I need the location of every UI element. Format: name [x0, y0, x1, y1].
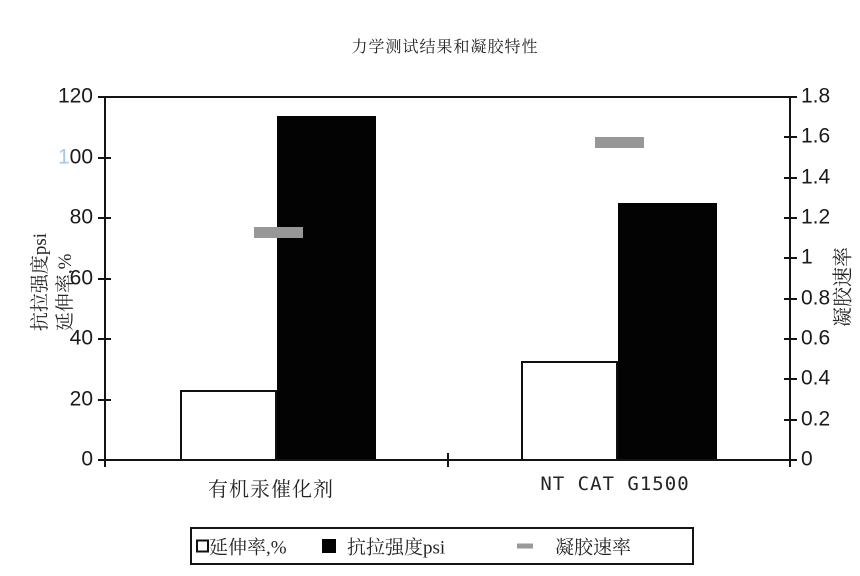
x-axis-tick-mark — [104, 453, 106, 467]
right-axis-tick-label: 1 — [801, 245, 813, 269]
left-axis-tick-label: 80 — [69, 205, 93, 229]
legend-label-elongation: 延伸率,% — [209, 537, 287, 559]
right-axis-tick-mark — [784, 257, 797, 259]
right-axis-tick-label: 1.4 — [801, 165, 831, 189]
right-axis-tick-mark — [784, 96, 797, 98]
left-axis-tick-mark — [98, 338, 111, 340]
right-axis-tick-mark — [784, 177, 797, 179]
chart-title: 力学测试结果和凝胶特性 — [351, 39, 539, 56]
left-axis-tick-label: 120 — [57, 84, 93, 108]
right-axis-tick-mark — [784, 419, 797, 421]
x-axis-tick-mark — [447, 453, 449, 467]
left-axis-tick-label: 40 — [69, 326, 93, 350]
right-axis-tick-mark — [784, 217, 797, 219]
right-axis-tick-label: 1.8 — [801, 84, 831, 108]
left-axis-tick-label: 100 — [57, 145, 93, 169]
left-axis-tick-mark — [98, 217, 111, 219]
x-axis-tick-mark — [789, 453, 791, 467]
legend-gray-dash-marker — [517, 544, 533, 549]
left-axis-title-line2: 延伸率,% — [55, 253, 76, 332]
elongation-bar — [180, 390, 277, 459]
tensile-strength-bar — [277, 116, 376, 459]
left-axis-tick-mark — [98, 399, 111, 401]
legend-white-square-marker — [196, 540, 209, 553]
elongation-bar — [521, 361, 618, 459]
left-axis-tick-label: 20 — [69, 387, 93, 411]
category-label-nt-cat-g1500: NT CAT G1500 — [540, 473, 690, 495]
right-axis-tick-label: 0 — [801, 447, 813, 471]
gel-rate-dash — [254, 227, 303, 238]
right-axis-tick-mark — [784, 378, 797, 380]
legend-label-gel-rate: 凝胶速率 — [555, 537, 632, 559]
left-axis-tick-label: 0 — [81, 447, 93, 471]
tensile-strength-bar — [618, 203, 717, 459]
right-axis-tick-label: 0.2 — [801, 407, 831, 431]
legend-black-square-marker — [322, 539, 336, 553]
right-axis-tick-label: 1.2 — [801, 205, 831, 229]
left-axis-tick-label: 60 — [69, 266, 93, 290]
left-axis-tick-mark — [98, 96, 111, 98]
right-axis-tick-mark — [784, 338, 797, 340]
right-axis-title: 凝胶速率 — [832, 247, 855, 327]
legend-label-tensile-strength: 抗拉强度psi — [347, 537, 446, 559]
right-axis-tick-mark — [784, 136, 797, 138]
right-axis-tick-label: 0.8 — [801, 286, 831, 310]
plot-area — [104, 96, 791, 461]
legend — [190, 527, 694, 565]
category-label-organic-mercury: 有机汞催化剂 — [208, 479, 334, 501]
left-axis-title-line1: 抗拉强度psi — [30, 232, 51, 332]
gel-rate-dash — [595, 137, 644, 148]
right-axis-tick-mark — [784, 298, 797, 300]
right-axis-tick-label: 1.6 — [801, 124, 831, 148]
right-axis-tick-label: 0.4 — [801, 366, 831, 390]
left-axis-tick-mark — [98, 278, 111, 280]
left-axis-tick-mark — [98, 157, 111, 159]
right-axis-tick-label: 0.6 — [801, 326, 831, 350]
